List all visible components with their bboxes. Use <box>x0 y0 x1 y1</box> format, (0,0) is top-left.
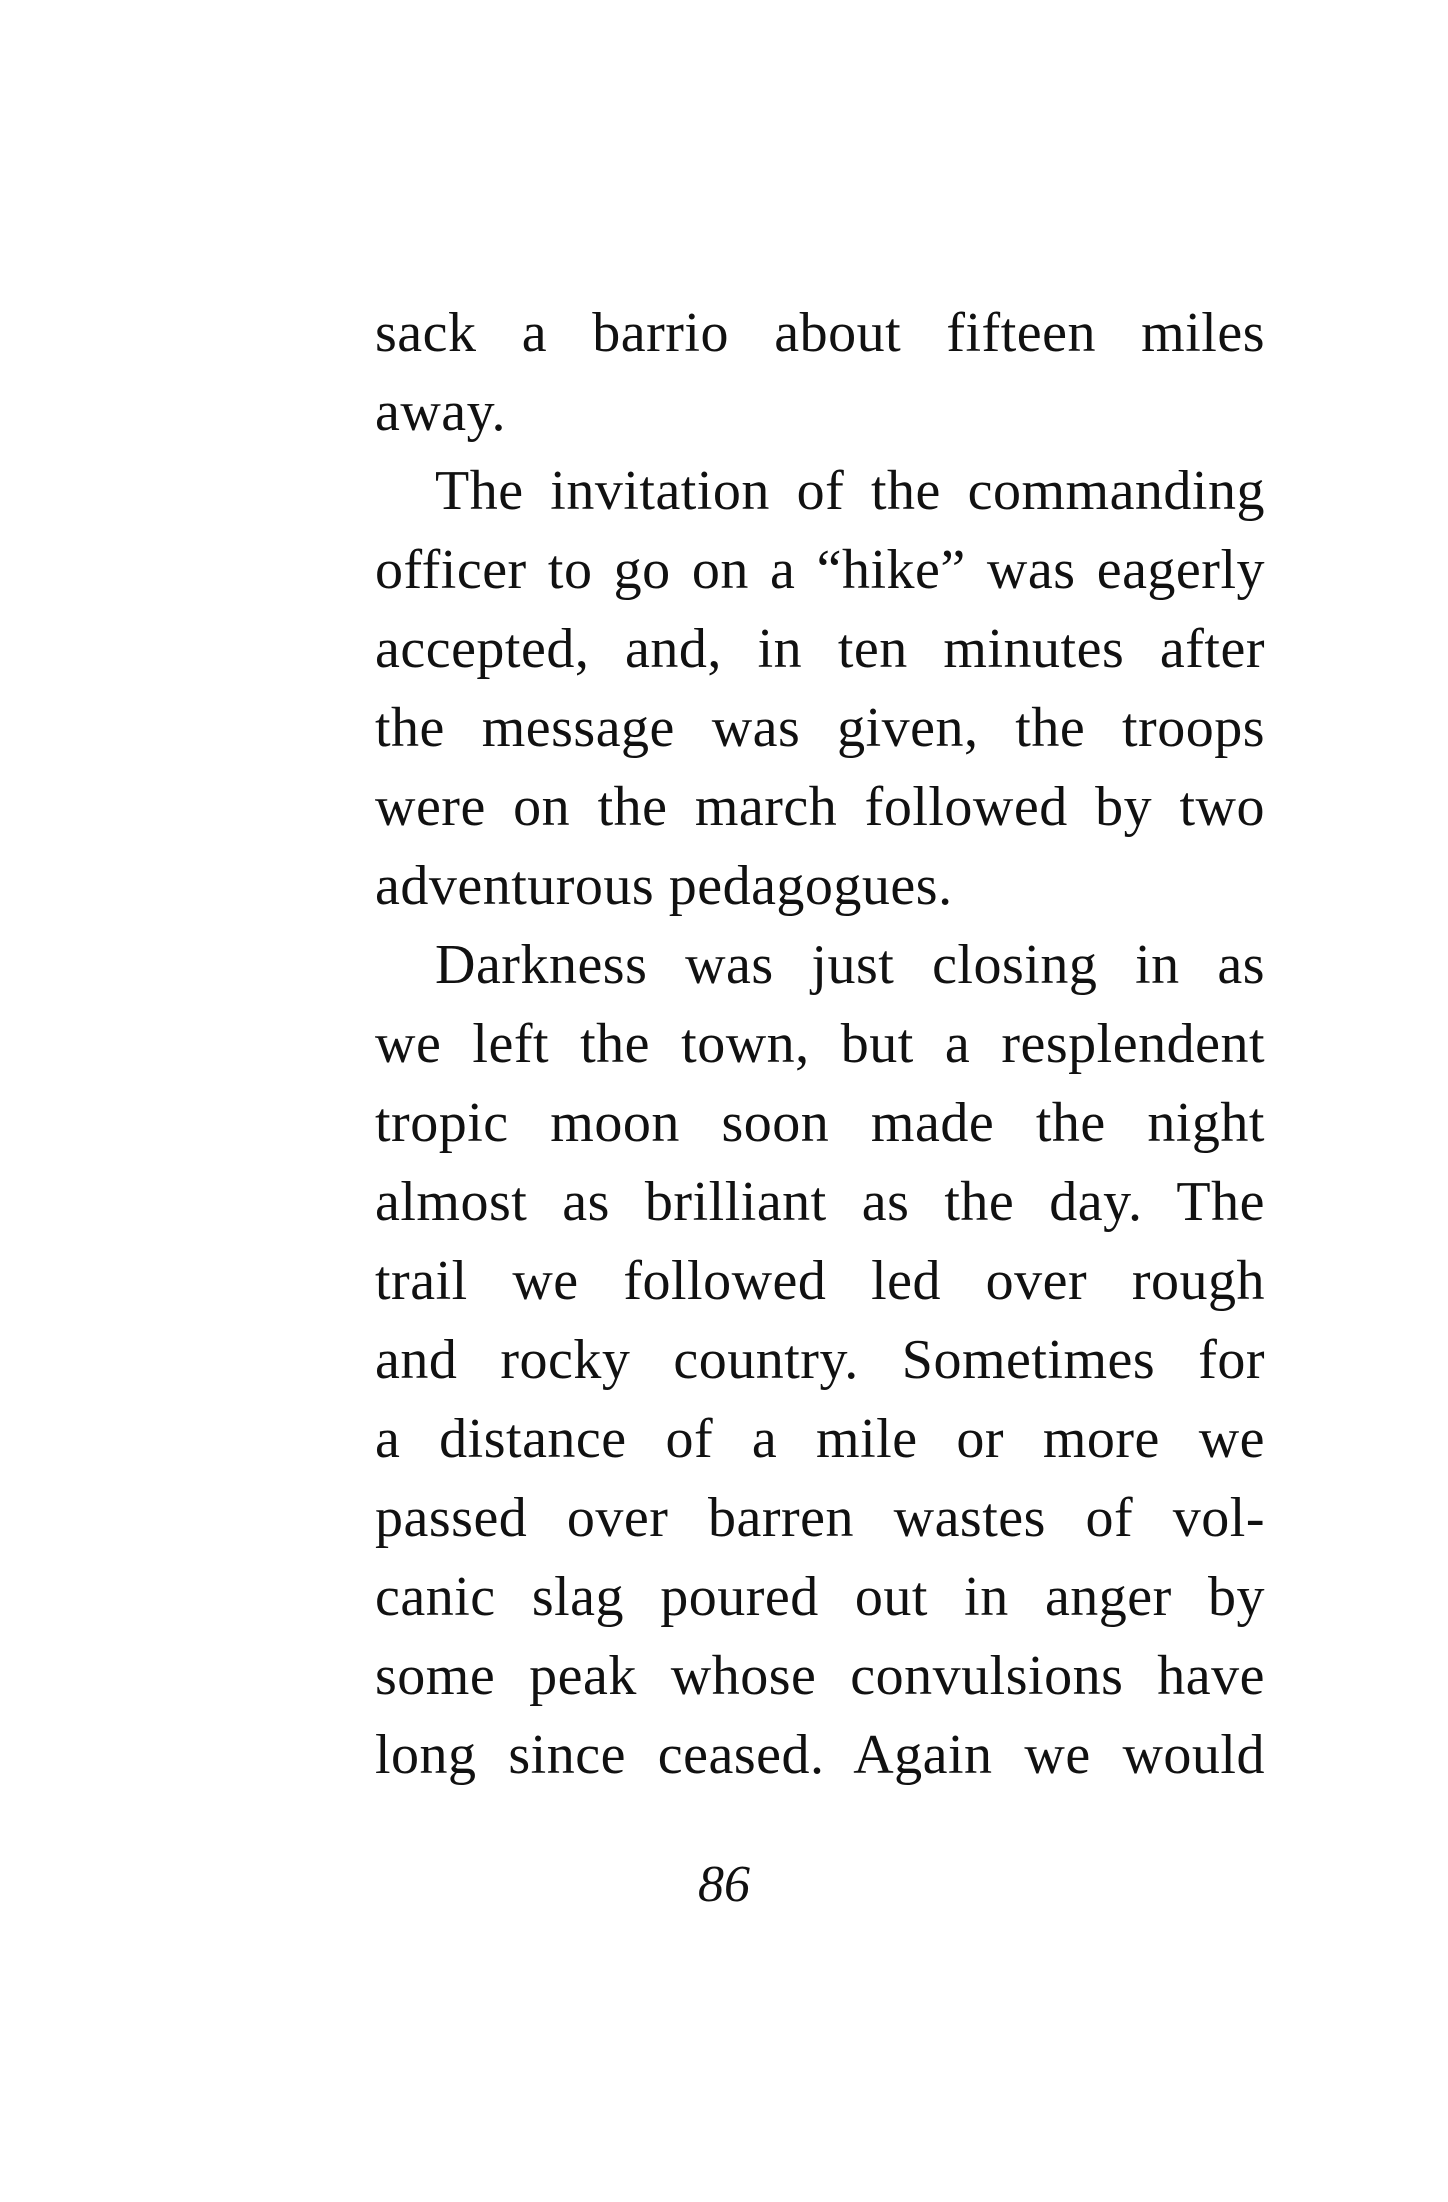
text-line: trail we followed led over rough <box>375 1250 1265 1312</box>
text-line: adventurous pedagogues. <box>375 855 953 917</box>
text-line: were on the march followed by two <box>375 776 1265 838</box>
text-line: almost as brilliant as the day. The <box>375 1171 1265 1233</box>
text-line: canic slag poured out in anger by <box>375 1566 1265 1628</box>
text-line: officer to go on a “hike” was eagerly <box>375 539 1265 601</box>
text-line: The invitation of the commanding <box>435 460 1265 522</box>
text-line: a distance of a mile or more we <box>375 1408 1265 1470</box>
paragraph-3 <box>375 926 1265 1795</box>
text-line: and rocky country. Sometimes for <box>375 1329 1265 1391</box>
paragraph-2 <box>375 452 1265 926</box>
text-line: passed over barren wastes of vol- <box>375 1487 1265 1549</box>
text-line: sack a barrio about fifteen miles <box>375 302 1265 364</box>
text-line: tropic moon soon made the night <box>375 1092 1265 1154</box>
text-line: the message was given, the troops <box>375 697 1265 759</box>
text-line: we left the town, but a resplendent <box>375 1013 1265 1075</box>
text-line: away. <box>375 381 507 443</box>
text-line: Darkness was just closing in as <box>435 934 1265 996</box>
paragraph-1 <box>375 294 1265 452</box>
text-line: some peak whose convulsions have <box>375 1645 1265 1707</box>
body-text <box>375 294 1265 1795</box>
page-number: 86 <box>698 1856 750 1913</box>
text-line: accepted, and, in ten minutes after <box>375 618 1265 680</box>
text-line: long since ceased. Again we would <box>375 1724 1265 1786</box>
